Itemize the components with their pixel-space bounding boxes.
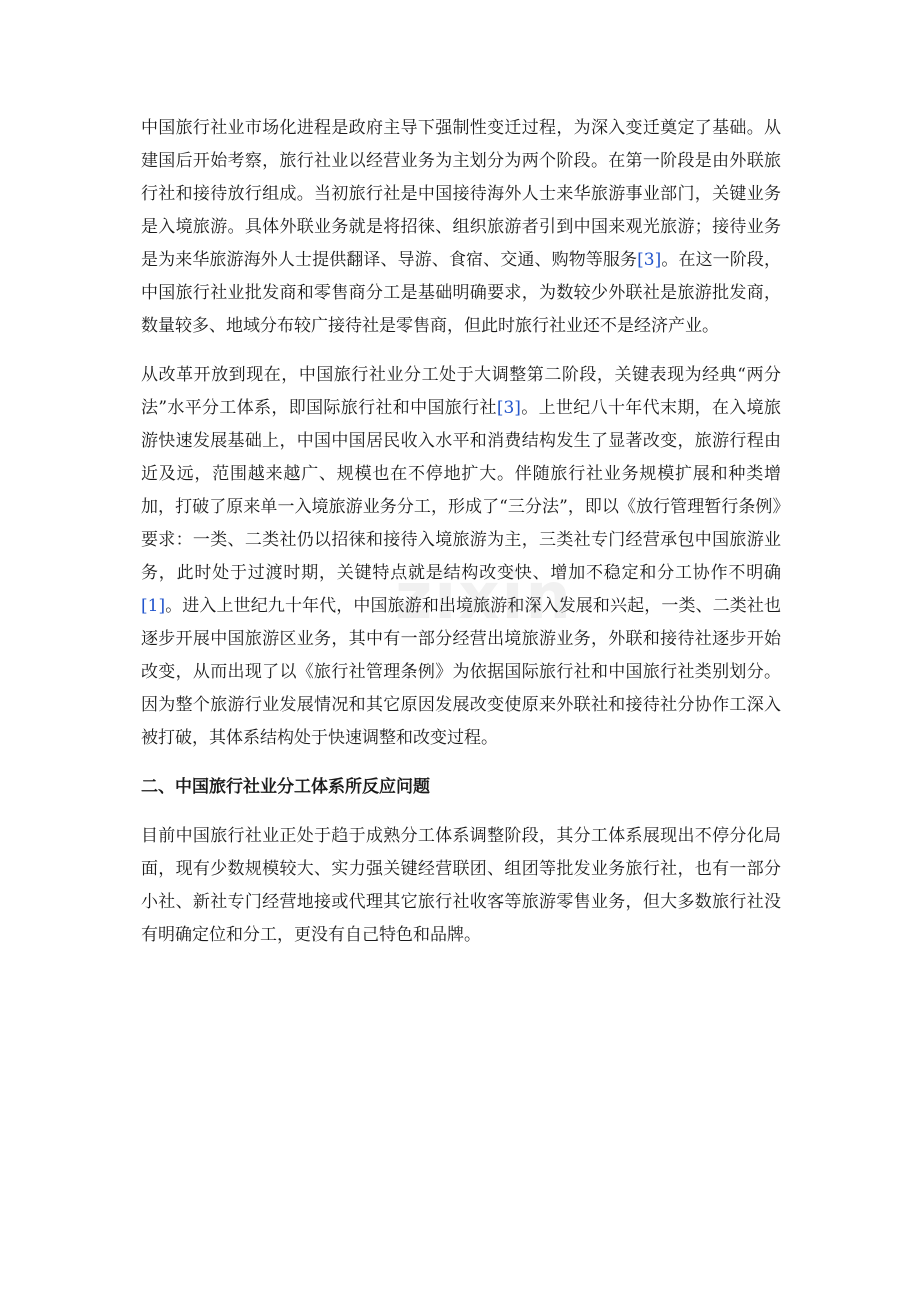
section-heading: 二、中国旅行社业分工体系所反应问题 [141,777,430,797]
watermark: zixin [395,560,573,634]
citation-link[interactable]: [3] [637,250,662,270]
document-body [141,112,781,952]
citation-link[interactable]: [1] [141,596,166,616]
paragraph-1 [141,112,781,343]
citation-link[interactable]: [3] [496,398,521,418]
paragraph-2 [141,359,781,755]
paragraph-1-tail: 。在这一阶段，中国旅行社业批发商和零售商分工是基础明确要求，为数较少外联社是旅游批发商，数量较多、地域分布较广接待社是零售商，但此时旅行社业还不是经济产业。 [141,250,782,336]
paragraph-2-text-a: 从改革开放到现在，中国旅行社业分工处于大调整第二阶段，关键表现为经典“两分法”水平分工体系，即国际旅行社和中国旅行社 [141,365,781,418]
paragraph-2-text-b: 。上世纪八十年代末期，在入境旅游快速发展基础上，中国中国居民收入水平和消费结构发生了显著改变，旅游行程由近及远，范围越来越广、规模也在不停地扩大。伴随旅行社业务规模扩展和种类增加，打破了原来单一入境旅游业务分工，形成了“三分法”，即以《放行管理暂行条例》要求：一类、二类社仍以招徕和接待入境旅游为主，三类社专门经营承包中国旅游业务，此时处于过渡时期，关键特点就是结构改变快、增加不稳定和分工协作不明确 [141,398,781,583]
paragraph-1-text: 中国旅行社业市场化进程是政府主导下强制性变迁过程，为深入变迁奠定了基础。从建国后开始考察，旅行社业以经营业务为主划分为两个阶段。在第一阶段是由外联旅行社和接待放行组成。当初旅行社是中国接待海外人士来华旅游事业部门，关键业务是入境旅游。具体外联业务就是将招徕、组织旅游者引到中国来观光旅游；接待业务是为来华旅游海外人士提供翻译、导游、食宿、交通、购物等服务 [141,118,781,270]
paragraph-2-text-c: 。进入上世纪九十年代，中国旅游和出境旅游和深入发展和兴起，一类、二类社也逐步开展中国旅游区业务，其中有一部分经营出境旅游业务，外联和接待社逐步开始改变，从而出现了以《旅行社管理条例》为依据国际旅行社和中国旅行社类别划分。因为整个旅游行业发展情况和其它原因发展改变使原来外联社和接待社分协作工深入被打破，其体系结构处于快速调整和改变过程。 [141,596,781,748]
paragraph-3: 目前中国旅行社业正处于趋于成熟分工体系调整阶段，其分工体系展现出不停分化局面，现有少数规模较大、实力强关键经营联团、组团等批发业务旅行社，也有一部分小社、新社专门经营地接或代理其它旅行社收客等旅游零售业务，但大多数旅行社没有明确定位和分工，更没有自己特色和品牌。 [141,826,781,945]
